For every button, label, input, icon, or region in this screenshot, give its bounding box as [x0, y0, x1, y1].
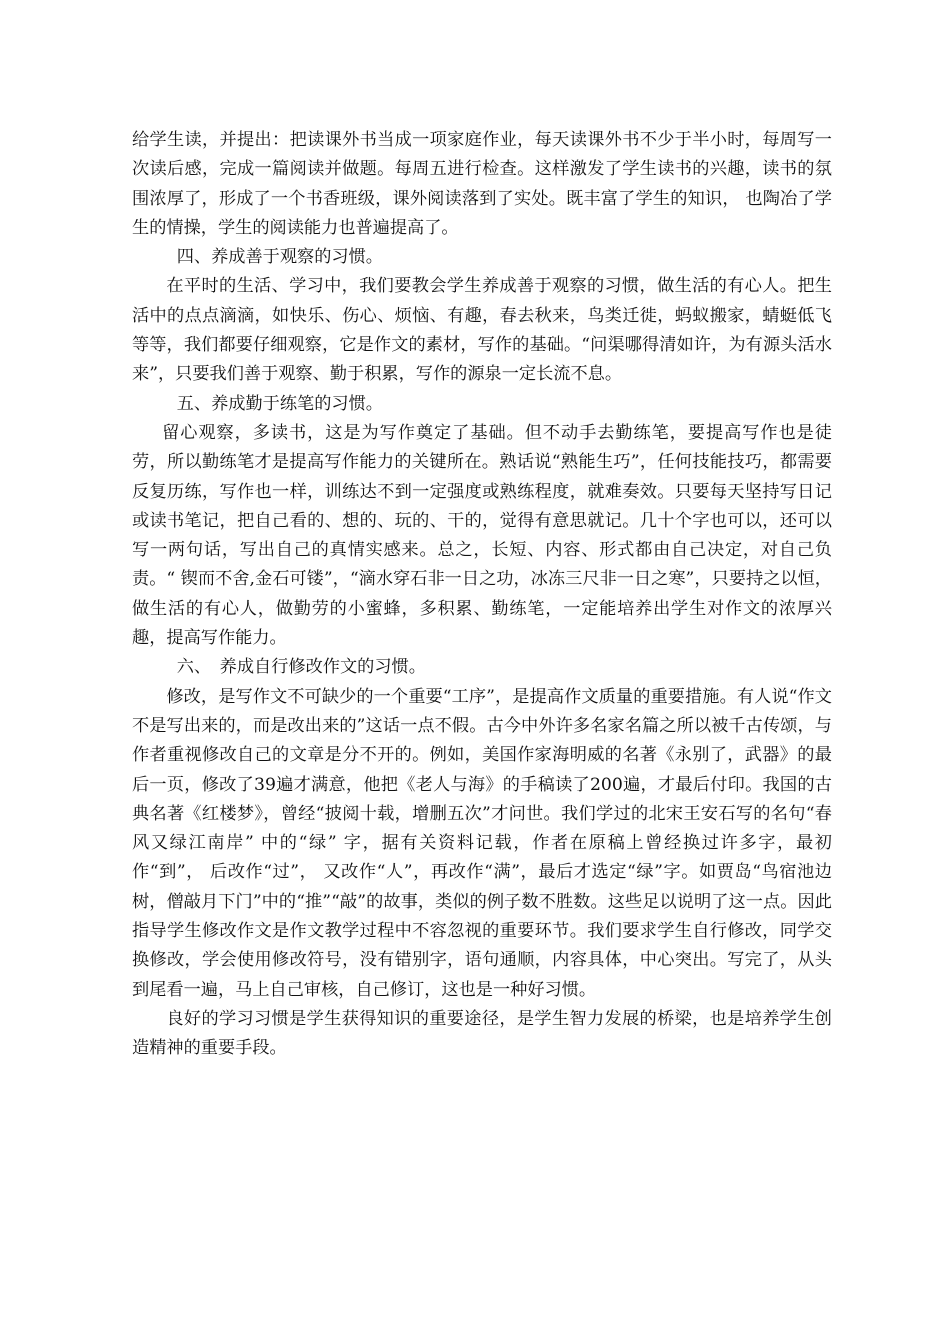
paragraph-conclusion: 良好的学习习惯是学生获得知识的重要途径，是学生智力发展的桥梁，也是培养学生创造精神的重要手段。 [132, 1008, 832, 1059]
section-heading-revision: 六、 养成自行修改作文的习惯。 [176, 657, 426, 678]
paragraph-reading-continued: 给学生读，并提出：把读课外书当成一项家庭作业，每天读课外书不少于半小时，每周写一次读后感，完成一篇阅读并做题。每周五进行检查。这样激发了学生读书的兴趣，读书的氛围浓厚了，形成了一个书香班级，课外阅读落到了实处。既丰富了学生的知识， 也陶冶了学生的情操，学生的阅读能力也普遍提高了。 [132, 130, 832, 238]
paragraph-observation: 在平时的生活、学习中，我们要教会学生养成善于观察的习惯，做生活的有心人。把生活中的点点滴滴，如快乐、伤心、烦恼、有趣，春去秋来，鸟类迁徙，蚂蚁搬家，蜻蜓低飞等等，我们都要仔细观察，它是作文的素材，写作的基础。“问渠哪得清如许，为有源头活水来”，只要我们善于观察、勤于积累，写作的源泉一定长流不息。 [132, 276, 832, 385]
paragraph-revision: 修改，是写作文不可缺少的一个重要“工序”，是提高作文质量的重要措施。有人说“作文不是写出来的，而是改出来的”这话一点不假。古今中外许多名家名篇之所以被千古传颂，与作者重视修改自己的文章是分不开的。例如，美国作家海明威的名著《永别了，武器》的最后一页，修改了39遍才满意，他把《老人与海》的手稿读了200遍，才最后付印。我国的古典名著《红楼梦》，曾经“披阅十载，增删五次”才问世。我们学过的北宋王安石写的名句“春风又绿江南岸” 中的“绿” 字，据有关资料记载，作者在原稿上曾经换过许多字，最初作“到”， 后改作“过”， 又改作“人”，再改作“满”，最后才选定“绿”字。如贾岛“鸟宿池边树，僧敲月下门”中的“推”“敲”的故事，类似的例子数不胜数。这些足以说明了这一点。因此指导学生修改作文是作文教学过程中不容忽视的重要环节。我们要求学生自行修改，同学交换修改，学会使用修改符号，没有错别字，语句通顺，内容具体，中心突出。写完了，从头到尾看一遍，马上自己审核，自己修订，这也是一种好习惯。 [132, 686, 832, 1000]
section-heading-observation: 四、养成善于观察的习惯。 [176, 247, 383, 268]
section-heading-practice: 五、养成勤于练笔的习惯。 [176, 393, 383, 414]
paragraph-practice: 留心观察，多读书，这是为写作奠定了基础。但不动手去勤练笔，要提高写作也是徒劳，所以勤练笔才是提高写作能力的关键所在。熟话说“熟能生巧”，任何技能技巧，都需要反复历练，写作也一样，训练达不到一定强度或熟练程度，就难奏效。只要每天坚持写日记或读书笔记，把自己看的、想的、玩的、干的，觉得有意思就记。几十个字也可以，还可以写一两句话，写出自己的真情实感来。总之，长短、内容、形式都由自己决定，对自己负责。“ 锲而不舍,金石可镂”，“滴水穿石非一日之功，冰冻三尺非一日之寒”，只要持之以恒，做生活的有心人，做勤劳的小蜜蜂，多积累、勤练笔，一定能培养出学生对作文的浓厚兴趣，提高写作能力。 [132, 422, 832, 649]
document-body [132, 126, 832, 1064]
